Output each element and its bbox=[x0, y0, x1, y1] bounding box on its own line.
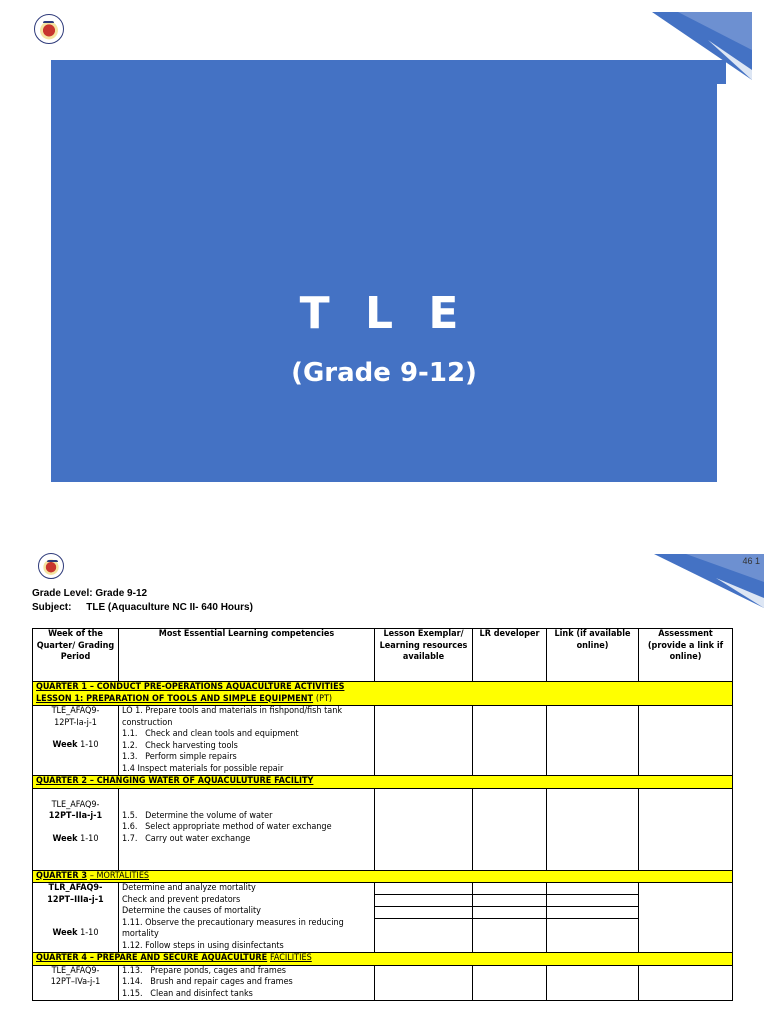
list-item: Check and prevent predators bbox=[122, 894, 241, 905]
list-item: Determine the causes of mortality bbox=[122, 906, 261, 916]
header-assessment: Assessment (provide a link if online) bbox=[639, 629, 733, 682]
q3-code-b: 12PT–IIIa-j-1 bbox=[47, 894, 104, 905]
list-item: 1.1. Check and clean tools and equipment bbox=[122, 729, 299, 739]
q2-code-b: 12PT–IIa-j-1 bbox=[48, 811, 103, 821]
q3-week-value: 1-10 bbox=[80, 928, 99, 938]
quarter-2-heading bbox=[33, 776, 733, 789]
quarter-3-title: QUARTER 3 bbox=[36, 870, 88, 881]
quarter-4-title: QUARTER 4 – PREPARE AND SECURE AQUACULTURE bbox=[36, 953, 268, 963]
document-subtitle: (Grade 9-12) bbox=[291, 358, 477, 388]
quarter-4-heading bbox=[33, 953, 733, 966]
grade-level-line bbox=[32, 588, 147, 599]
list-item: 1.3. Perform simple repairs bbox=[122, 752, 237, 762]
list-item: Determine and analyze mortality bbox=[122, 883, 256, 893]
q1-week-label: Week bbox=[52, 740, 78, 750]
list-item: 1.5. Determine the volume of water bbox=[122, 810, 273, 821]
q2-week-value: 1-10 bbox=[80, 833, 99, 844]
q4-code-a: TLE_AFAQ9- bbox=[51, 965, 100, 976]
q1-code-b: 12PT-Ia-j-1 bbox=[54, 717, 97, 728]
header-week: Week of the Quarter/ Grading Period bbox=[33, 629, 119, 682]
q2-code-a: TLE_AFAQ9- bbox=[51, 799, 100, 810]
list-item: 1.13. Prepare ponds, cages and frames bbox=[122, 965, 287, 976]
table-row bbox=[33, 883, 733, 953]
list-item: 1.2. Check harvesting tools bbox=[122, 740, 238, 751]
q1-code-a: TLE_AFAQ9- bbox=[51, 706, 100, 716]
header-link: Link (if available online) bbox=[547, 629, 639, 682]
q3-week-label: Week bbox=[52, 928, 78, 938]
list-item: 1.12. Follow steps in using disinfectants bbox=[122, 940, 284, 951]
list-item: LO 1. Prepare tools and materials in fishpond/fish tank construction bbox=[122, 706, 343, 728]
quarter-2-title: QUARTER 2 – CHANGING WATER OF AQUACULUTURE FACILITY bbox=[36, 776, 314, 786]
q4-code-b: 12PT–IVa-j-1 bbox=[50, 977, 101, 987]
document-title: T L E bbox=[299, 288, 469, 339]
list-item: 1.4 Inspect materials for possible repair bbox=[122, 763, 284, 774]
q3-code-a: TLR_AFAQ9- bbox=[48, 883, 103, 893]
list-item: 1.6. Select appropriate method of water exchange bbox=[122, 822, 332, 832]
table-header-row bbox=[33, 629, 733, 682]
quarter-1-heading bbox=[33, 682, 733, 706]
quarter-3-heading bbox=[33, 870, 733, 883]
banner-tab bbox=[690, 60, 726, 84]
list-item: 1.15. Clean and disinfect tanks bbox=[122, 988, 253, 999]
grade-level-label: Grade Level: bbox=[32, 588, 93, 599]
list-item: 1.7. Carry out water exchange bbox=[122, 833, 251, 844]
deped-seal-icon bbox=[38, 553, 64, 579]
list-item: 1.14. Brush and repair cages and frames bbox=[122, 977, 293, 987]
header-lesson-exemplar: Lesson Exemplar/ Learning resources available bbox=[375, 629, 473, 682]
lesson-1-tag: (PT) bbox=[315, 693, 333, 704]
lesson-1-title: LESSON 1: PREPARATION OF TOOLS AND SIMPLE EQUIPMENT bbox=[36, 693, 314, 704]
subject-label: Subject: bbox=[32, 602, 72, 613]
subject-line bbox=[32, 602, 253, 613]
q2-week-label: Week bbox=[52, 833, 78, 844]
table-row bbox=[33, 706, 733, 776]
table-row bbox=[33, 965, 733, 1001]
quarter-4-title-rest: FACILITIES bbox=[270, 953, 312, 963]
page-number: 46 1 bbox=[742, 556, 760, 566]
q1-week-value: 1-10 bbox=[80, 740, 99, 750]
quarter-1-title: QUARTER 1 – CONDUCT PRE-OPERATIONS AQUACULTURE ACTIVITIES bbox=[36, 682, 345, 692]
grade-level-value: Grade 9-12 bbox=[95, 588, 148, 599]
table-row bbox=[33, 788, 733, 870]
deped-seal-icon bbox=[34, 14, 64, 44]
header-competencies: Most Essential Learning competencies bbox=[119, 629, 375, 682]
competencies-table bbox=[32, 628, 733, 1001]
quarter-3-title-rest: – MORTALITIES bbox=[89, 870, 150, 881]
list-item: 1.11. Observe the precautionary measures in reducing mortality bbox=[122, 917, 344, 939]
header-lr-developer: LR developer bbox=[473, 629, 547, 682]
title-banner bbox=[51, 60, 717, 482]
subject-value: TLE (Aquaculture NC II- 640 Hours) bbox=[86, 602, 253, 613]
